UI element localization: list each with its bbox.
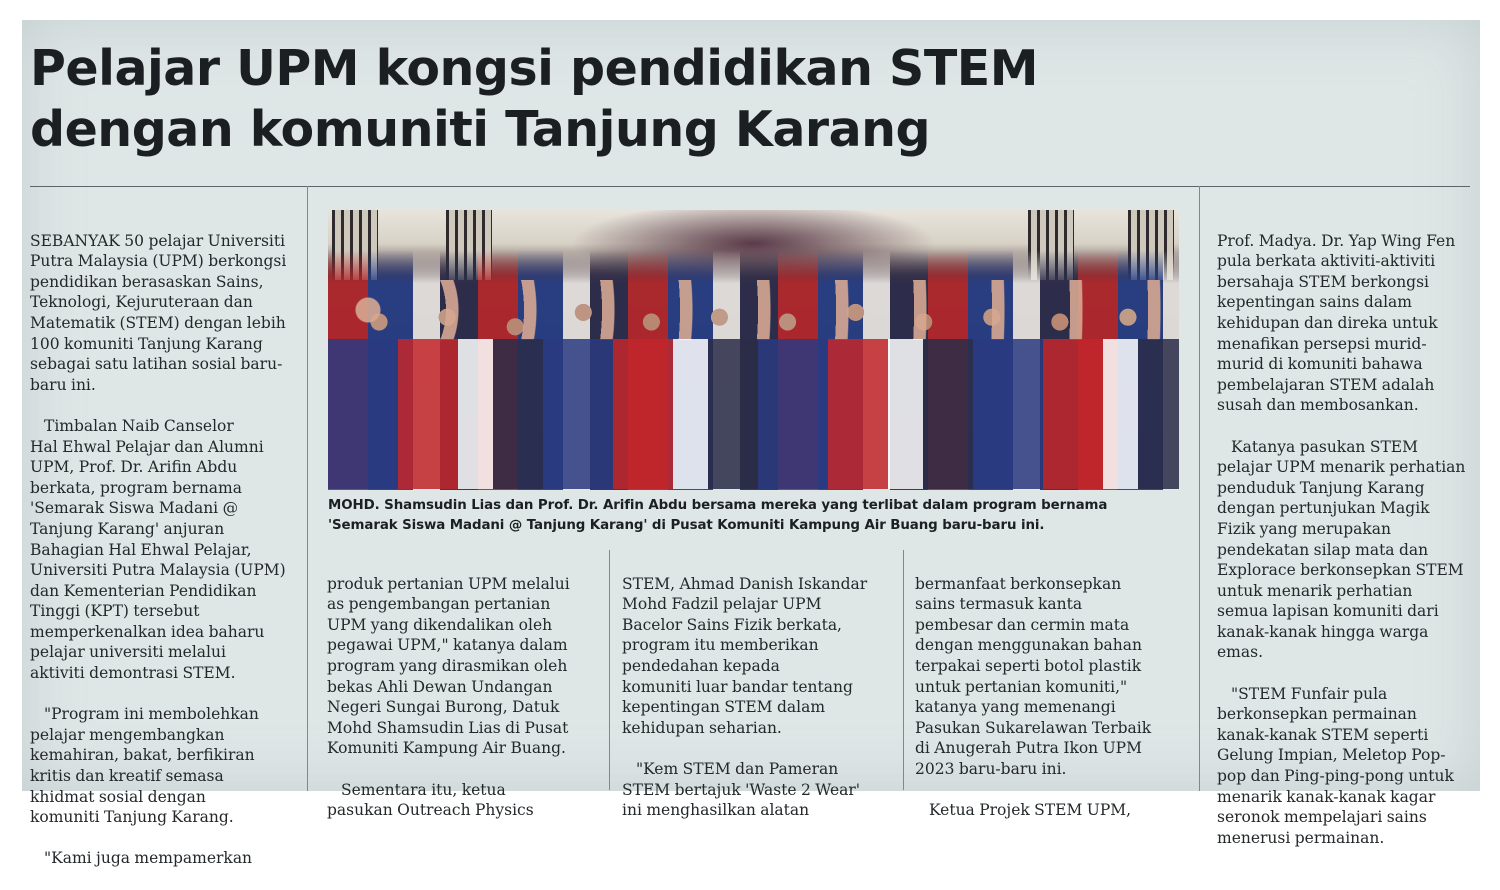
paragraph: "Kami juga mempamerkan bbox=[44, 849, 253, 868]
article-column-5 bbox=[1217, 210, 1475, 869]
photo-faces bbox=[328, 280, 1179, 340]
article-column-1 bbox=[30, 210, 302, 890]
paragraph: produk pertanian UPM melalui as pengembangan pertanian UPM yang dikendalikan oleh pegawai UPM," katanya dalam program yang dirasmikan oleh bekas Ahli Dewan Undangan Negeri Sungai Burong, Datuk Mohd Shamsudin Lias di Pusat Komuniti Kampung Air Buang. bbox=[327, 574, 570, 758]
paragraph: Ketua Projek STEM UPM, bbox=[929, 801, 1132, 820]
article-photo bbox=[328, 210, 1179, 489]
paragraph: Timbalan Naib Canselor Hal Ehwal Pelajar dan Alumni UPM, Prof. Dr. Arifin Abdu berkata, program bernama 'Semarak Siswa Madani @ Tanjung Karang' anjuran Bahagian Hal Ehwal Pelajar, Universiti Putra Malaysia (UPM) dan Kementerian Pendidikan Tinggi (KPT) tersebut memperkenalkan idea baharu pelajar universiti melalui aktiviti demontrasi STEM. bbox=[30, 416, 286, 683]
column-divider bbox=[1199, 186, 1200, 791]
paragraph: SEBANYAK 50 pelajar Universiti Putra Malaysia (UPM) berkongsi pendidikan berasaskan Sains, Teknologi, Kejuruteraan dan Matematik (STEM) dengan lebih 100 komuniti Tanjung Karang sebagai satu latihan sosial baru- baru ini. bbox=[30, 231, 287, 394]
paragraph: bermanfaat berkonsepkan sains termasuk kanta pembesar dan cermin mata dengan menggunakan bahan terpakai seperti botol plastik untuk pertanian komuniti," katanya yang memenangi Pasukan Sukarelawan Terbaik di Anugerah Putra Ikon UPM 2023 baru-baru ini. bbox=[915, 574, 1152, 778]
paragraph: Prof. Madya. Dr. Yap Wing Fen pula berkata aktiviti-aktiviti bersahaja STEM berkongsi kepentingan sains dalam kehidupan dan direka untuk menafikan persepsi murid- murid di komuniti bahawa pembelajaran STEM adalah susah dan membosankan. bbox=[1217, 231, 1456, 415]
column-divider bbox=[609, 550, 610, 790]
paragraph: "Kem STEM dan Pameran STEM bertajuk 'Waste 2 Wear' ini menghasilkan alatan bbox=[622, 759, 861, 820]
photo-front-row bbox=[328, 339, 1179, 489]
photo-caption: MOHD. Shamsudin Lias dan Prof. Dr. Arifin Abdu bersama mereka yang terlibat dalam program bernama 'Semarak Siswa Madani @ Tanjung Karang' di Pusat Komuniti Kampung Air Buang baru-baru ini. bbox=[328, 498, 1108, 533]
headline: Pelajar UPM kongsi pendidikan STEM dengan komuniti Tanjung Karang bbox=[30, 40, 1039, 158]
paragraph: "STEM Funfair pula berkonsepkan permainan kanak-kanak STEM seperti Gelung Impian, Meletop Pop- pop dan Ping-ping-pong untuk menarik kanak-kanak kagar seronok mempelajari sains menerusi permainan. bbox=[1217, 684, 1454, 847]
paragraph: "Program ini membolehkan pelajar mengembangkan kemahiran, bakat, berfikiran kritis dan kreatif semasa khidmat sosial dengan komuniti Tanjung Karang. bbox=[30, 705, 259, 827]
newspaper-clipping bbox=[22, 20, 1480, 868]
column-divider bbox=[903, 550, 904, 790]
article-column-2 bbox=[327, 553, 602, 841]
article-column-3 bbox=[622, 553, 897, 841]
paragraph: Sementara itu, ketua pasukan Outreach Physics bbox=[327, 780, 534, 820]
headline-rule bbox=[30, 186, 1470, 187]
paragraph: Katanya pasukan STEM pelajar UPM menarik perhatian penduduk Tanjung Karang dengan pertunjukan Magik Fizik yang merupakan pendekatan silap mata dan Explorace berkonsepkan STEM untuk menarik perhatian semua lapisan komuniti dari kanak-kanak hingga warga emas. bbox=[1217, 437, 1466, 662]
column-divider bbox=[307, 186, 308, 791]
article-column-4 bbox=[915, 553, 1193, 841]
paragraph: STEM, Ahmad Danish Iskandar Mohd Fadzil pelajar UPM Bacelor Sains Fizik berkata, program itu memberikan pendedahan kepada komuniti luar bandar tentang kepentingan STEM dalam kehidupan seharian. bbox=[622, 574, 868, 737]
